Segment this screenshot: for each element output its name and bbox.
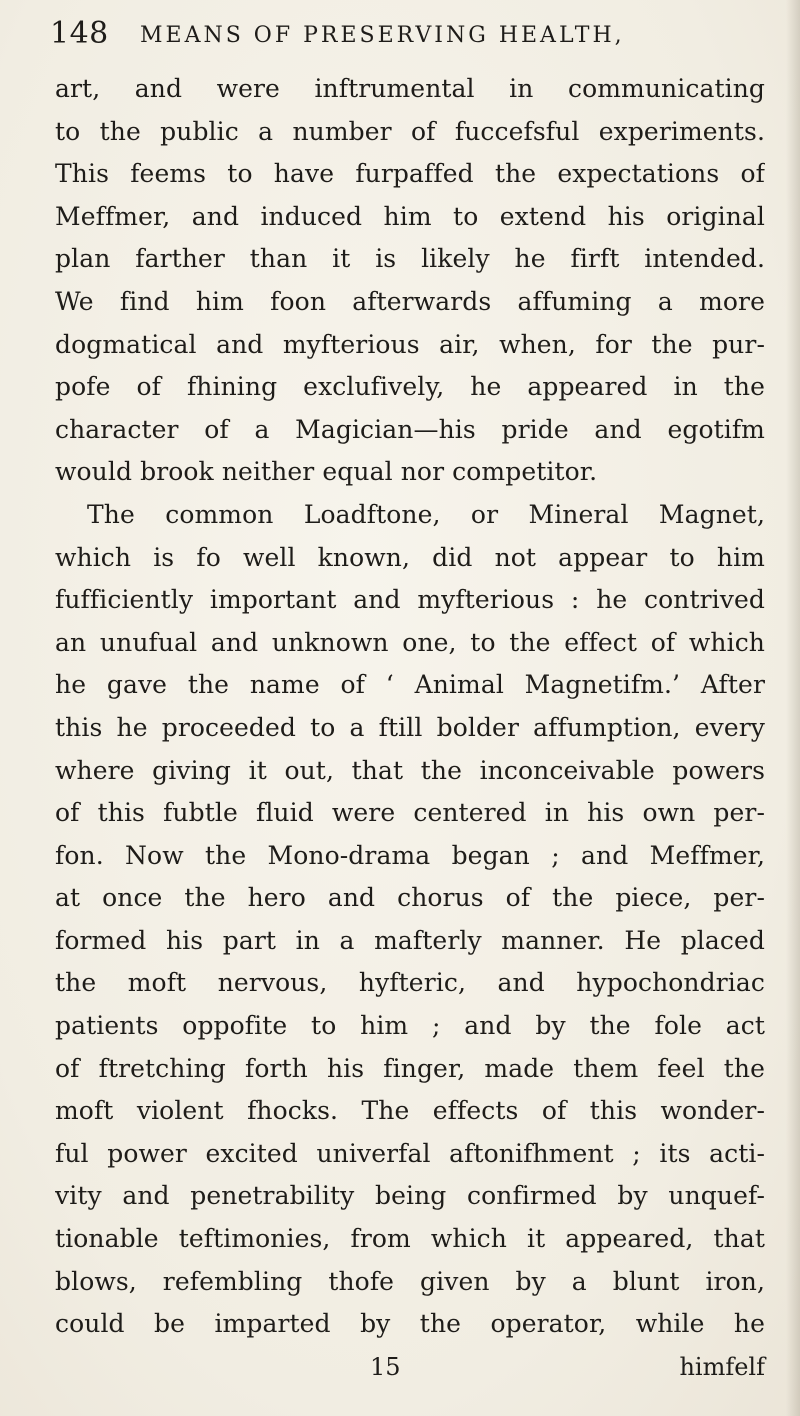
text-line: where giving it out, that the inconceivable powers: [55, 755, 765, 785]
catchword: himfelf: [679, 1353, 765, 1381]
signature-mark: 15: [370, 1353, 401, 1381]
text-line: of this fubtle fluid were centered in his own per-: [55, 798, 765, 828]
text-line: pofe of fhining exclufively, he appeared in the: [55, 372, 765, 402]
text-line: could be imparted by the operator, while he: [55, 1309, 765, 1339]
text-line: this he proceeded to a ftill bolder affumption, every: [55, 712, 765, 742]
text-line: to the public a number of fuccefsful experiments.: [55, 116, 765, 146]
text-line: ful power excited univerfal aftonifhment ; its acti-: [55, 1138, 765, 1168]
text-line: at once the hero and chorus of the piece, per-: [55, 883, 765, 913]
text-line: vity and penetrability being confirmed by unquef-: [55, 1181, 765, 1211]
text-line: plan farther than it is likely he firft intended.: [55, 244, 765, 274]
text-line: blows, refembling thofe given by a blunt iron,: [55, 1266, 765, 1296]
page-header: [50, 14, 770, 58]
text-line: which is fo well known, did not appear to him: [55, 542, 765, 572]
text-line: art, and were inftrumental in communicating: [55, 74, 765, 103]
text-line: fon. Now the Mono-drama began ; and Meffmer,: [55, 840, 765, 870]
text-line: moft violent fhocks. The effects of this wonder-: [55, 1096, 765, 1126]
running-title: MEANS OF PRESERVING HEALTH,: [140, 23, 625, 48]
text-line: he gave the name of ‘ Animal Magnetifm.’ After: [55, 670, 765, 700]
page-number: 148: [50, 16, 109, 51]
text-line: We find him foon afterwards affuming a more: [55, 286, 765, 316]
text-line: fufficiently important and myfterious : he contrived: [55, 585, 765, 615]
body-text: [55, 68, 765, 1346]
text-line: the moft nervous, hyfteric, and hypochondriac: [55, 968, 765, 998]
text-line: patients oppofite to him ; and by the fole act: [55, 1011, 765, 1041]
text-line: an unufual and unknown one, to the effect of which: [55, 627, 765, 657]
text-line: dogmatical and myfterious air, when, for the pur-: [55, 329, 765, 359]
text-line: The common Loadftone, or Mineral Magnet,: [87, 499, 765, 529]
text-line: formed his part in a mafterly manner. He placed: [55, 925, 765, 955]
text-line: of ftretching forth his finger, made them feel the: [55, 1053, 765, 1083]
text-line: character of a Magician—his pride and egotifm: [55, 414, 765, 444]
text-line: tionable teftimonies, from which it appeared, that: [55, 1224, 765, 1254]
text-line: This feems to have furpaffed the expectations of: [55, 159, 765, 189]
text-line: Meffmer, and induced him to extend his original: [55, 201, 765, 231]
page-edge-shadow: [786, 0, 800, 1416]
text-line: would brook neither equal nor competitor.: [55, 457, 598, 487]
page-footer: [55, 1350, 765, 1390]
